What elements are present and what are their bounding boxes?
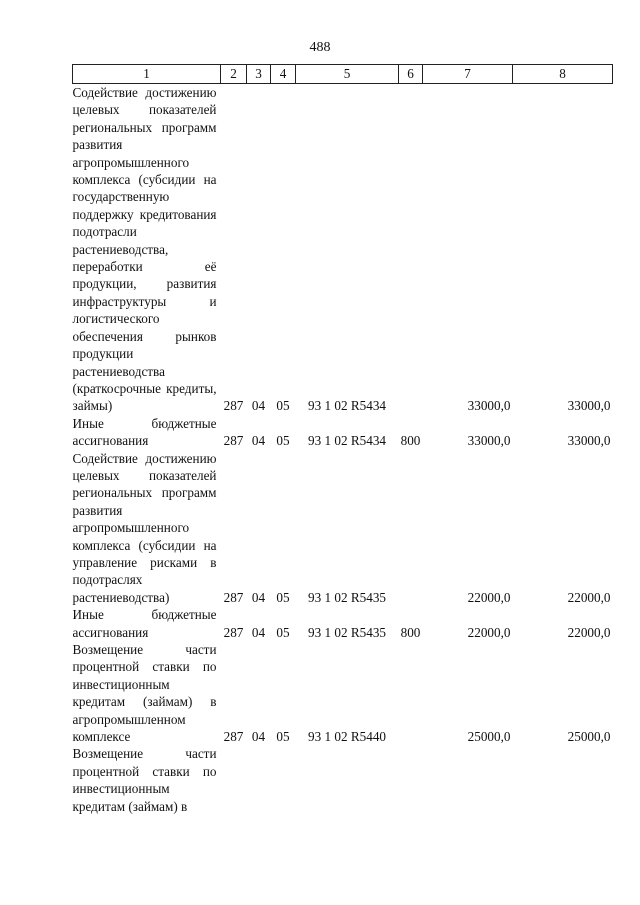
table-row <box>73 745 613 815</box>
table-row <box>73 415 613 450</box>
cell-target-article: 93 1 02 R5440 <box>307 729 387 745</box>
cell-ministry-code: 287 <box>223 433 244 449</box>
table-row <box>73 84 613 415</box>
row-description: Иные бюджетные ассигнования <box>72 607 217 640</box>
row-description: Возмещение части процентной ставки по инвестиционным кредитам (займам) в <box>72 746 217 814</box>
cell-subsection <box>271 745 296 815</box>
cell-ministry-code: 287 <box>223 398 244 414</box>
cell-ministry-code: 287 <box>223 589 244 605</box>
cell-expense-type: 800 <box>400 624 421 640</box>
cell-amount-8: 33000,0 <box>567 398 611 414</box>
row-description: Содействие достижению целевых показателей региональных программ развития агропромышленного комплекса (субсидии на государственную поддержку кредитования подотрасли растениеводства, переработки её продукции, развития инфраструктуры и логистического обеспечения рынков продукции растениеводства (краткосрочные кредиты, займы) <box>72 85 217 414</box>
column-header: 1 <box>73 65 221 84</box>
cell-amount-7: 22000,0 <box>467 589 511 605</box>
budget-table <box>72 64 613 815</box>
table-row <box>73 606 613 641</box>
cell-amount-7 <box>423 745 513 815</box>
column-header: 4 <box>271 65 296 84</box>
cell-amount-7: 33000,0 <box>467 398 511 414</box>
cell-expense-type <box>399 450 423 607</box>
cell-expense-type <box>399 641 423 745</box>
cell-section: 04 <box>251 398 266 414</box>
cell-ministry-code <box>221 745 247 815</box>
cell-target-article: 93 1 02 R5434 <box>307 398 387 414</box>
column-header: 3 <box>247 65 271 84</box>
column-header: 5 <box>296 65 399 84</box>
column-header: 7 <box>423 65 513 84</box>
cell-amount-7: 33000,0 <box>467 433 511 449</box>
row-description: Содействие достижению целевых показателей региональных программ развития агропромышленного комплекса (субсидии на управление рисками в подотраслях растениеводства) <box>72 450 217 605</box>
cell-expense-type <box>399 84 423 415</box>
cell-target-article: 93 1 02 R5435 <box>307 624 387 640</box>
cell-ministry-code: 287 <box>223 624 244 640</box>
cell-amount-8: 22000,0 <box>567 589 611 605</box>
cell-target-article: 93 1 02 R5435 <box>307 589 387 605</box>
cell-amount-7: 22000,0 <box>467 624 511 640</box>
cell-ministry-code: 287 <box>223 729 244 745</box>
column-header: 8 <box>513 65 613 84</box>
row-description: Возмещение части процентной ставки по инвестиционным кредитам (займам) в агропромышленном комплексе <box>72 642 217 745</box>
cell-section <box>247 745 271 815</box>
cell-subsection: 05 <box>276 624 290 640</box>
cell-amount-7: 25000,0 <box>467 729 511 745</box>
cell-section: 04 <box>251 589 266 605</box>
cell-subsection: 05 <box>276 398 290 414</box>
column-header: 6 <box>399 65 423 84</box>
table-row <box>73 641 613 745</box>
table-header-row <box>73 65 613 84</box>
row-description: Иные бюджетные ассигнования <box>72 415 217 449</box>
cell-section: 04 <box>251 433 266 449</box>
cell-amount-8: 25000,0 <box>567 729 611 745</box>
cell-amount-8: 33000,0 <box>567 433 611 449</box>
cell-expense-type <box>399 745 423 815</box>
cell-target-article: 93 1 02 R5434 <box>307 433 387 449</box>
cell-section: 04 <box>251 729 266 745</box>
table-row <box>73 450 613 607</box>
cell-section: 04 <box>251 624 266 640</box>
cell-amount-8 <box>513 745 613 815</box>
cell-subsection: 05 <box>276 729 290 745</box>
cell-subsection: 05 <box>276 589 290 605</box>
column-header: 2 <box>221 65 247 84</box>
cell-target-article <box>296 745 399 815</box>
page-number: 488 <box>309 40 331 55</box>
cell-amount-8: 22000,0 <box>567 624 611 640</box>
cell-expense-type: 800 <box>400 433 421 449</box>
cell-subsection: 05 <box>276 433 290 449</box>
